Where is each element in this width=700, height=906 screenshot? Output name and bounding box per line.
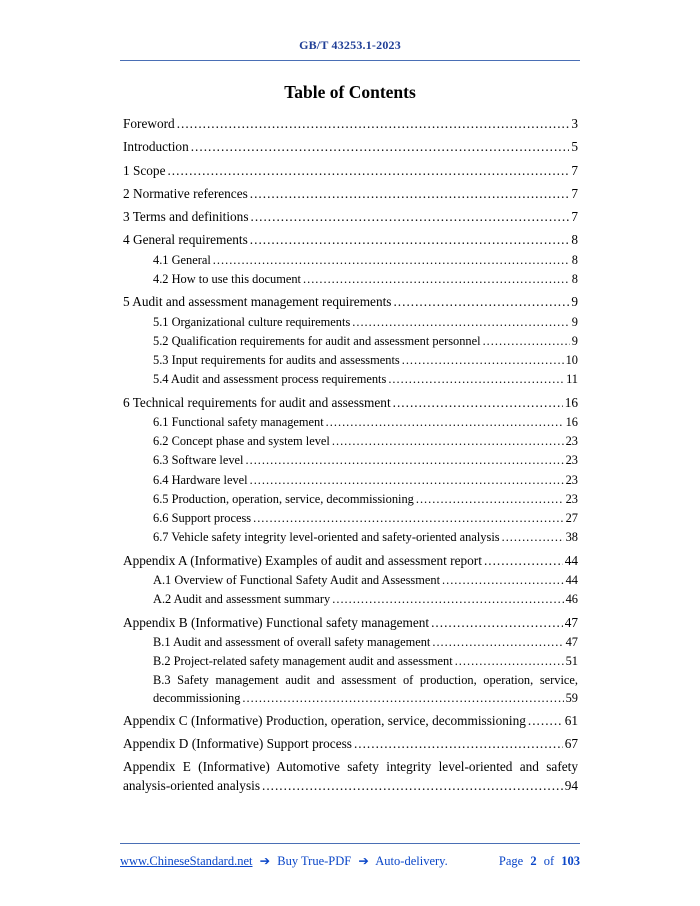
dot-leader (431, 615, 563, 630)
toc-page-number: 8 (571, 252, 578, 267)
dot-leader (393, 395, 563, 410)
toc-page-number: 94 (564, 777, 578, 793)
toc-entry (123, 209, 578, 224)
toc-entry (123, 163, 578, 178)
dot-leader (242, 691, 563, 705)
toc-page-number: 8 (571, 232, 578, 248)
footer-content (120, 853, 580, 869)
toc-page-number: 59 (565, 690, 578, 705)
toc-entry (123, 473, 578, 487)
toc-entry-label: analysis-oriented analysis (123, 777, 260, 793)
toc-entry-label: 5.3 Input requirements for audits and assessments (153, 353, 400, 368)
toc-entry-label: B.1 Audit and assessment of overall safety management (153, 634, 431, 649)
toc-page-number: 9 (571, 294, 578, 310)
toc-entry-label: 6.4 Hardware level (153, 472, 248, 487)
toc-entry-label: Appendix E (Informative) Automotive safety integrity level-oriented and safety (123, 759, 578, 775)
toc-entry-label: 4 General requirements (123, 232, 248, 248)
toc-page-number: 9 (571, 333, 578, 348)
toc-entry-label: A.2 Audit and assessment summary (153, 592, 331, 607)
toc-page-number: 46 (565, 592, 578, 607)
toc-page-number: 47 (565, 634, 578, 649)
toc-entry (123, 272, 578, 286)
toc-entry (123, 654, 578, 668)
dot-leader (262, 778, 563, 793)
dot-leader (191, 139, 570, 154)
dot-leader (213, 253, 570, 267)
toc-page-number: 47 (564, 614, 578, 630)
toc-entry-label: Foreword (123, 116, 175, 131)
toc-page-number: 7 (571, 162, 578, 178)
toc-page-number: 8 (571, 271, 578, 286)
toc-entry (123, 530, 578, 544)
toc-entry (123, 573, 578, 587)
toc-entry-label: Appendix A (Informative) Examples of audit and assessment report (123, 552, 482, 568)
page-header (120, 38, 580, 69)
toc-page-number: 27 (565, 511, 578, 526)
toc-entry (123, 253, 578, 267)
page-title: Table of Contents (284, 82, 416, 102)
footer-divider (120, 843, 580, 844)
toc-page-number: 5 (571, 139, 578, 155)
toc-entry-label: 5.1 Organizational culture requirements (153, 314, 351, 329)
toc-entry-label: Appendix D (Informative) Support process (123, 736, 352, 752)
toc-entry-label: 2 Normative references (123, 185, 248, 201)
toc-entry (123, 635, 578, 649)
toc-entry (123, 492, 578, 506)
table-of-contents (123, 116, 578, 793)
toc-entry-label: A.1 Overview of Functional Safety Audit and Assessment (153, 572, 441, 587)
toc-entry (123, 294, 578, 309)
toc-page-number: 23 (565, 453, 578, 468)
toc-entry-label: decommissioning (153, 690, 241, 705)
dot-leader (177, 116, 570, 131)
toc-entry-label: 5.4 Audit and assessment process requirements (153, 372, 387, 387)
page-indicator (495, 854, 580, 869)
arrow-icon: ➔ (259, 854, 271, 868)
toc-page-number: 16 (565, 414, 578, 429)
dot-leader (352, 315, 570, 329)
dot-leader (250, 186, 570, 201)
toc-page-number: 7 (571, 209, 578, 225)
toc-page-number: 44 (565, 572, 578, 587)
toc-entry (123, 232, 578, 247)
page-footer (120, 843, 580, 869)
dot-leader (354, 736, 563, 751)
dot-leader (484, 553, 563, 568)
toc-page-number: 67 (564, 736, 578, 752)
toc-page-number: 16 (564, 394, 578, 410)
toc-page-number: 11 (566, 372, 578, 387)
toc-entry-label: 6.6 Support process (153, 511, 252, 526)
toc-entry (123, 434, 578, 448)
arrow-icon: ➔ (358, 854, 369, 868)
auto-delivery-label: Auto-delivery. (375, 854, 448, 868)
dot-leader (250, 232, 570, 247)
toc-entry-label: 6.2 Concept phase and system level (153, 434, 330, 449)
toc-entry-label: 6.5 Production, operation, service, decommissioning (153, 491, 414, 506)
toc-entry-label: 5 Audit and assessment management requirements (123, 294, 392, 310)
toc-entry (153, 691, 578, 705)
toc-entry (123, 736, 578, 751)
toc-entry (123, 511, 578, 525)
toc-entry (123, 592, 578, 606)
dot-leader (393, 294, 569, 309)
toc-entry-multiline (123, 759, 578, 793)
toc-page-number: 38 (565, 530, 578, 545)
dot-leader (246, 453, 564, 467)
toc-page-number: 51 (565, 654, 578, 669)
toc-page-number: 10 (565, 353, 578, 368)
toc-entry (123, 453, 578, 467)
toc-entry-label: 4.1 General (153, 252, 211, 267)
toc-entry-label: 3 Terms and definitions (123, 209, 249, 225)
header-divider (120, 60, 580, 61)
toc-entry-label: Introduction (123, 139, 189, 155)
toc-entry-label: B.2 Project-related safety management audit and assessment (153, 654, 453, 669)
toc-entry (123, 372, 578, 386)
current-page-number: 2 (530, 854, 537, 868)
toc-page-number: 23 (565, 472, 578, 487)
toc-entry-label: 1 Scope (123, 162, 166, 178)
dot-leader (402, 353, 564, 367)
toc-entry (123, 395, 578, 410)
dot-leader (442, 573, 564, 587)
page-label: Page (498, 854, 524, 868)
of-label: of (543, 854, 555, 868)
dot-leader (502, 530, 564, 544)
toc-entry (123, 116, 578, 131)
dot-leader (303, 272, 570, 286)
dot-leader (416, 492, 564, 506)
toc-entry (123, 713, 578, 728)
total-page-number: 103 (561, 854, 580, 868)
toc-entry (123, 139, 578, 154)
dot-leader (455, 654, 564, 668)
toc-entry-label: 6.1 Functional safety management (153, 414, 324, 429)
toc-entry-label: 4.2 How to use this document (153, 271, 301, 286)
site-link[interactable]: www.ChineseStandard.net (120, 854, 253, 868)
toc-page-number: 9 (571, 314, 578, 329)
toc-entry-label: B.3 Safety management audit and assessment of production, operation, service, (153, 673, 578, 688)
dot-leader (388, 372, 564, 386)
dot-leader (528, 713, 563, 728)
toc-entry (123, 334, 578, 348)
toc-page-number: 3 (571, 116, 578, 131)
toc-page-number: 23 (565, 491, 578, 506)
dot-leader (432, 635, 563, 649)
toc-entry-label: 6.3 Software level (153, 453, 244, 468)
dot-leader (251, 209, 570, 224)
toc-entry-label: 5.2 Qualification requirements for audit and assessment personnel (153, 333, 481, 348)
toc-entry-multiline (123, 673, 578, 705)
toc-entry (123, 553, 578, 568)
toc-entry (123, 315, 578, 329)
footer-left (120, 853, 452, 869)
toc-entry-label: Appendix B (Informative) Functional safety management (123, 614, 430, 630)
buy-pdf-label: Buy True-PDF (277, 854, 352, 868)
toc-entry (123, 353, 578, 367)
toc-entry (123, 778, 578, 793)
toc-entry-label: 6.7 Vehicle safety integrity level-oriented and safety-oriented analysis (153, 530, 500, 545)
toc-page-number: 23 (565, 434, 578, 449)
dot-leader (326, 415, 564, 429)
toc-entry-label: Appendix C (Informative) Production, operation, service, decommissioning (123, 712, 526, 728)
dot-leader (250, 473, 564, 487)
dot-leader (167, 163, 569, 178)
dot-leader (253, 511, 564, 525)
toc-entry (123, 415, 578, 429)
toc-entry (123, 615, 578, 630)
dot-leader (332, 434, 564, 448)
toc-page-number: 7 (571, 185, 578, 201)
toc-page-number: 44 (564, 552, 578, 568)
toc-page-number: 61 (564, 712, 578, 728)
dot-leader (332, 592, 563, 606)
standard-number: GB/T 43253.1-2023 (299, 38, 401, 52)
dot-leader (483, 334, 570, 348)
toc-entry-label: 6 Technical requirements for audit and assessment (123, 394, 391, 410)
toc-entry (123, 186, 578, 201)
